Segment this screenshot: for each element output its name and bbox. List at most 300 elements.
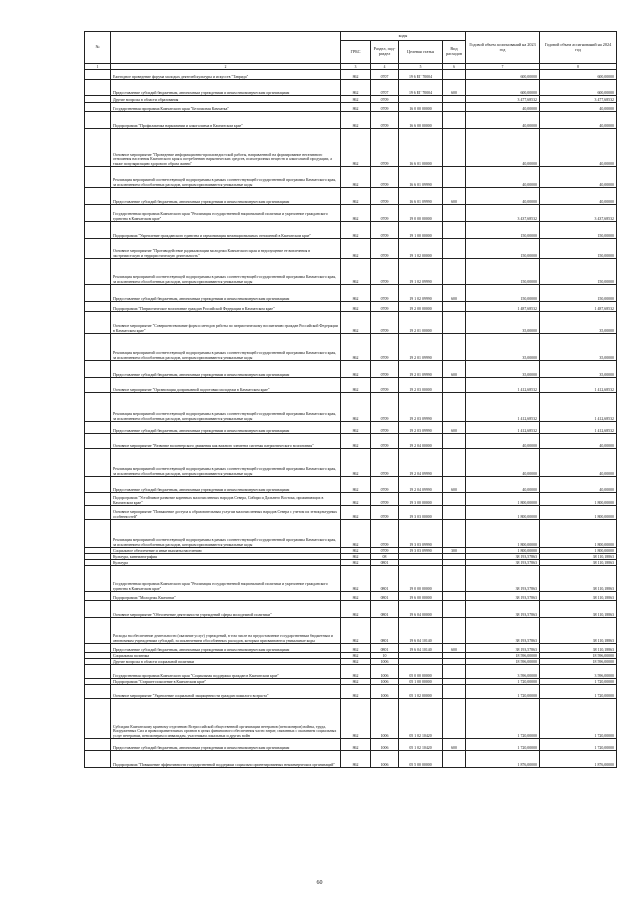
row-description: Ежегодное проведение форума молодых деятелей культуры и искусств "Таврида" (111, 70, 341, 80)
table-row (85, 601, 617, 618)
row-description: Предоставление субсидий бюджетным, автономным учреждениям и иным некоммерческим организациям (111, 422, 341, 434)
row-amount-2024: 1 412,68532 (540, 422, 617, 434)
row-number-cell (85, 259, 111, 285)
row-amount-2023: 3 477,68532 (466, 96, 540, 103)
row-description: Предоставление субсидий бюджетным, автономным учреждениям и иным некоммерческим организациям (111, 361, 341, 378)
row-amount-2024: 38 110,18863 (540, 566, 617, 592)
row-number-cell (85, 520, 111, 548)
row-description: Основное мероприятие "Совершенствование форм и методов работы по патриотическому воспитанию граждан Российской Федерации в Камчатском крае" (111, 312, 341, 334)
row-description: Реализация мероприятий соответствующей подпрограммы в рамках соответствующей государственной программы Камчатского края, за исключением обособленных расходов, которым присваиваются уникальные коды (111, 167, 341, 188)
row-description: Расходы на обеспечение деятельности (оказание услуг) учреждений, в том числе на предоставление государственным бюджетным и автономным учреждениям субсидий, за исключением обособленных расходов, которым присваиваются уникальные коды (111, 618, 341, 644)
row-section-code: 0801 (371, 560, 399, 566)
row-amount-2023: 35,00000 (466, 334, 540, 361)
row-amount-2024: 35,00000 (540, 334, 617, 361)
row-description: Социальная политика (111, 653, 341, 659)
row-description: Подпрограмма "Укрепление гражданского единства и гармонизация межнациональных отношений в Камчатском крае" (111, 222, 341, 239)
row-amount-2024: 1 800,00000 (540, 520, 617, 548)
row-target-code: 16 6 01 09990 (399, 188, 443, 205)
row-grbs-code: 862 (341, 80, 371, 96)
row-number-cell (85, 699, 111, 739)
row-grbs-code: 862 (341, 361, 371, 378)
row-section-code: 0709 (371, 506, 399, 520)
row-expense-type-code (443, 259, 466, 285)
row-amount-2023: 1 412,68532 (466, 422, 540, 434)
table-body (85, 70, 617, 768)
row-amount-2023: 1 412,68532 (466, 378, 540, 393)
row-expense-type-code (443, 205, 466, 222)
row-expense-type-code: 600 (443, 188, 466, 205)
row-grbs-code: 862 (341, 601, 371, 618)
row-expense-type-code (443, 618, 466, 644)
row-amount-2023: 3 437,68532 (466, 205, 540, 222)
row-description: Реализация мероприятий соответствующей подпрограммы в рамках соответствующей государственной программы Камчатского края, за исключением обособленных расходов, которым присваиваются уникальные коды (111, 393, 341, 422)
table-header (85, 32, 617, 70)
table-row (85, 566, 617, 592)
row-target-code: 16 6 01 00000 (399, 129, 443, 167)
row-number-cell (85, 80, 111, 96)
table-row (85, 422, 617, 434)
table-row (85, 285, 617, 302)
row-description: Основное мероприятие "Обеспечение деятельности учреждений сферы молодежной политики" (111, 601, 341, 618)
row-amount-2023: 35,00000 (466, 312, 540, 334)
row-amount-2024: 38 110,18863 (540, 644, 617, 653)
table-row (85, 644, 617, 653)
row-expense-type-code (443, 129, 466, 167)
row-section-code: 0709 (371, 520, 399, 548)
table-row (85, 378, 617, 393)
row-grbs-code: 862 (341, 378, 371, 393)
row-amount-2023: 40,00000 (466, 449, 540, 477)
row-number-cell (85, 618, 111, 644)
row-target-code: 19 6 ЕГ 70004 (399, 80, 443, 96)
row-amount-2023: 35,00000 (466, 361, 540, 378)
row-section-code: 0709 (371, 434, 399, 449)
row-expense-type-code (443, 566, 466, 592)
row-amount-2024: 18 596,00000 (540, 659, 617, 665)
row-description: Государственная программа Камчатского края "Безопасная Камчатка" (111, 103, 341, 112)
row-amount-2024: 1 720,00000 (540, 679, 617, 685)
table-row (85, 259, 617, 285)
table-row (85, 665, 617, 679)
table-row (85, 222, 617, 239)
row-target-code: 16 0 00 00000 (399, 103, 443, 112)
row-amount-2023: 1 412,68532 (466, 393, 540, 422)
row-target-code: 19 2 00 00000 (399, 302, 443, 312)
row-number-cell (85, 239, 111, 259)
row-amount-2023: 1 720,00000 (466, 685, 540, 699)
row-grbs-code: 862 (341, 434, 371, 449)
row-amount-2024: 38 110,18863 (540, 618, 617, 644)
row-amount-2023: 150,00000 (466, 222, 540, 239)
row-expense-type-code (443, 592, 466, 601)
row-description: Предоставление субсидий бюджетным, автономным учреждениям и иным некоммерческим организациям (111, 644, 341, 653)
row-amount-2023: 600,00000 (466, 80, 540, 96)
row-grbs-code: 862 (341, 422, 371, 434)
row-section-code: 0801 (371, 592, 399, 601)
row-target-code: 19 0 00 00000 (399, 566, 443, 592)
row-description: Другие вопросы в области образования (111, 96, 341, 103)
row-number-cell (85, 96, 111, 103)
row-expense-type-code (443, 685, 466, 699)
row-section-code: 0709 (371, 334, 399, 361)
header-volume-2024: Годовой объем ассигнований на 2024 год (540, 32, 617, 64)
row-target-code (399, 96, 443, 103)
table-row (85, 129, 617, 167)
row-grbs-code: 862 (341, 493, 371, 506)
row-target-code: 05 5 00 00000 (399, 751, 443, 768)
row-section-code: 0709 (371, 96, 399, 103)
row-expense-type-code (443, 520, 466, 548)
row-section-code: 0709 (371, 477, 399, 493)
row-amount-2023: 1 720,00000 (466, 679, 540, 685)
row-target-code: 19 3 03 00000 (399, 506, 443, 520)
table-row (85, 493, 617, 506)
row-section-code: 1006 (371, 679, 399, 685)
row-expense-type-code (443, 167, 466, 188)
row-amount-2023: 1 800,00000 (466, 493, 540, 506)
row-target-code: 19 2 01 09990 (399, 334, 443, 361)
row-amount-2024: 1 720,00000 (540, 699, 617, 739)
row-amount-2024: 18 596,00000 (540, 653, 617, 659)
row-amount-2024: 38 110,18863 (540, 560, 617, 566)
row-amount-2023: 38 193,57863 (466, 644, 540, 653)
row-amount-2024: 40,00000 (540, 103, 617, 112)
row-description: Государственная программа Камчатского края "Реализация государственной национальной политики и укрепление гражданского единства в Камчатском крае" (111, 205, 341, 222)
row-section-code: 10 (371, 653, 399, 659)
row-amount-2023: 38 193,57863 (466, 592, 540, 601)
row-number-cell (85, 103, 111, 112)
row-expense-type-code (443, 103, 466, 112)
row-expense-type-code: 300 (443, 548, 466, 554)
row-amount-2023: 1 800,00000 (466, 506, 540, 520)
row-expense-type-code: 600 (443, 477, 466, 493)
row-expense-type-code (443, 493, 466, 506)
row-number-cell (85, 493, 111, 506)
row-grbs-code: 862 (341, 449, 371, 477)
row-number-cell (85, 422, 111, 434)
row-description: Реализация мероприятий соответствующей подпрограммы в рамках соответствующей государственной программы Камчатского края, за исключением обособленных расходов, которым присваиваются уникальные коды (111, 334, 341, 361)
row-amount-2023: 3 596,00000 (466, 665, 540, 679)
row-target-code: 16 6 00 00000 (399, 112, 443, 129)
row-section-code: 1006 (371, 699, 399, 739)
row-description: Социальное обеспечение и иные выплаты населению (111, 548, 341, 554)
column-index: 7 (466, 64, 540, 70)
row-amount-2023: 40,00000 (466, 112, 540, 129)
header-description (111, 32, 341, 64)
row-description: Предоставление субсидий бюджетным, автономным учреждениям и иным некоммерческим организациям (111, 80, 341, 96)
row-expense-type-code (443, 239, 466, 259)
row-number-cell (85, 188, 111, 205)
row-amount-2024: 1 800,00000 (540, 493, 617, 506)
table-row (85, 434, 617, 449)
table-row (85, 188, 617, 205)
row-number-cell (85, 334, 111, 361)
row-expense-type-code (443, 449, 466, 477)
row-expense-type-code (443, 601, 466, 618)
row-amount-2023: 40,00000 (466, 477, 540, 493)
row-description: Подпрограмма "Старшее поколение в Камчатском крае" (111, 679, 341, 685)
row-grbs-code: 862 (341, 739, 371, 751)
row-amount-2024: 3 437,68532 (540, 205, 617, 222)
row-expense-type-code (443, 334, 466, 361)
row-expense-type-code: 600 (443, 644, 466, 653)
row-amount-2024: 1 800,00000 (540, 548, 617, 554)
row-section-code: 0709 (371, 188, 399, 205)
row-number-cell (85, 601, 111, 618)
row-section-code: 0707 (371, 70, 399, 80)
row-number-cell (85, 477, 111, 493)
row-grbs-code: 862 (341, 679, 371, 685)
row-number-cell (85, 129, 111, 167)
row-description: Подпрограмма "Молодежь Камчатки" (111, 592, 341, 601)
row-amount-2023: 18 596,00000 (466, 659, 540, 665)
row-target-code: 19 6 04 10140 (399, 644, 443, 653)
row-amount-2023: 150,00000 (466, 259, 540, 285)
row-amount-2023: 18 596,00000 (466, 653, 540, 659)
row-amount-2024: 40,00000 (540, 188, 617, 205)
row-number-cell (85, 449, 111, 477)
row-description: Государственная программа Камчатского края "Реализация государственной национальной политики и укрепление гражданского единства в Камчатском крае" (111, 566, 341, 592)
row-grbs-code: 862 (341, 751, 371, 768)
row-amount-2023: 1 876,00000 (466, 751, 540, 768)
row-amount-2024: 1 487,68532 (540, 302, 617, 312)
row-target-code: 19 2 03 09990 (399, 393, 443, 422)
row-expense-type-code: 600 (443, 422, 466, 434)
table-row (85, 751, 617, 768)
row-description: Подпрограмма "Повышение эффективности государственной поддержки социально ориентированных некоммерческих организаций" (111, 751, 341, 768)
row-target-code: 19 6 ЕГ 70004 (399, 70, 443, 80)
column-index: 6 (443, 64, 466, 70)
row-description: Основное мероприятие "Организация допризывной подготовки молодежи в Камчатском крае" (111, 378, 341, 393)
header-codes: коды (341, 32, 466, 41)
header-expense-type: Вид расходов (443, 41, 466, 64)
row-grbs-code: 862 (341, 285, 371, 302)
row-target-code: 19 1 00 00000 (399, 222, 443, 239)
budget-table (84, 31, 617, 768)
row-description: Культура (111, 560, 341, 566)
row-target-code: 19 2 01 00000 (399, 312, 443, 334)
row-description: Подпрограмма "Патриотическое воспитание граждан Российской Федерации в Камчатском крае" (111, 302, 341, 312)
row-number-cell (85, 378, 111, 393)
column-index: 8 (540, 64, 617, 70)
row-number-cell (85, 285, 111, 302)
row-section-code: 0709 (371, 129, 399, 167)
row-expense-type-code (443, 665, 466, 679)
row-amount-2024: 40,00000 (540, 477, 617, 493)
page-number: 60 (316, 880, 323, 886)
row-section-code: 0709 (371, 422, 399, 434)
row-description: Предоставление субсидий бюджетным, автономным учреждениям и иным некоммерческим организациям (111, 188, 341, 205)
row-expense-type-code (443, 393, 466, 422)
row-number-cell (85, 205, 111, 222)
row-amount-2023: 40,00000 (466, 434, 540, 449)
row-description: Государственная программа Камчатского края "Социальная поддержка граждан в Камчатском крае" (111, 665, 341, 679)
row-grbs-code: 862 (341, 554, 371, 560)
row-section-code: 0709 (371, 361, 399, 378)
row-section-code: 1006 (371, 685, 399, 699)
row-section-code: 0709 (371, 449, 399, 477)
row-amount-2024: 38 110,18863 (540, 601, 617, 618)
row-description: Основное мероприятие "Проведение информационно-пропагандистской работы, направленной на формирование негативного отношения населения Камчатского края к потреблению наркотических средств, психотропных веществ и алкогольной продукции, а также популяризацию здорового образа жизни" (111, 129, 341, 167)
row-section-code: 1006 (371, 659, 399, 665)
row-amount-2024: 1 800,00000 (540, 506, 617, 520)
row-grbs-code: 862 (341, 302, 371, 312)
row-section-code: 1006 (371, 739, 399, 751)
row-target-code: 05 1 02 00000 (399, 685, 443, 699)
row-section-code: 0707 (371, 80, 399, 96)
row-amount-2024: 40,00000 (540, 449, 617, 477)
row-description: Реализация мероприятий соответствующей подпрограммы в рамках соответствующей государственной программы Камчатского края, за исключением обособленных расходов, которым присваиваются уникальные коды (111, 259, 341, 285)
table-row (85, 112, 617, 129)
row-amount-2023: 1 720,00000 (466, 699, 540, 739)
table-row (85, 239, 617, 259)
row-grbs-code: 862 (341, 70, 371, 80)
row-number-cell (85, 506, 111, 520)
row-expense-type-code: 600 (443, 80, 466, 96)
row-expense-type-code: 600 (443, 739, 466, 751)
row-section-code: 0709 (371, 167, 399, 188)
header-target: Целевая статья (399, 41, 443, 64)
row-section-code: 0709 (371, 312, 399, 334)
row-number-cell (85, 665, 111, 679)
row-amount-2024: 1 876,00000 (540, 751, 617, 768)
row-amount-2023: 600,00000 (466, 70, 540, 80)
table-row (85, 302, 617, 312)
row-expense-type-code (443, 751, 466, 768)
row-number-cell (85, 685, 111, 699)
row-grbs-code: 862 (341, 653, 371, 659)
row-number-cell (85, 644, 111, 653)
row-description: Подпрограмма "Профилактика наркомании и алкоголизма в Камчатском крае" (111, 112, 341, 129)
row-section-code: 0709 (371, 302, 399, 312)
row-section-code: 0709 (371, 222, 399, 239)
row-amount-2024: 150,00000 (540, 285, 617, 302)
row-section-code: 0709 (371, 112, 399, 129)
row-expense-type-code (443, 96, 466, 103)
row-amount-2023: 38 193,57863 (466, 554, 540, 560)
row-section-code: 1006 (371, 665, 399, 679)
row-section-code: 0709 (371, 259, 399, 285)
row-section-code: 0709 (371, 103, 399, 112)
header-grbs: ГРБС (341, 41, 371, 64)
row-target-code: 19 2 04 09990 (399, 477, 443, 493)
row-target-code: 19 6 04 10140 (399, 618, 443, 644)
row-expense-type-code (443, 378, 466, 393)
row-section-code: 0801 (371, 618, 399, 644)
row-description: Подпрограмма "Устойчивое развитие коренных малочисленных народов Севера, Сибири и Дальнего Востока, проживающих в Камчатском крае" (111, 493, 341, 506)
row-grbs-code: 862 (341, 644, 371, 653)
row-description: Основное мероприятие "Противодействие радикализации молодежи Камчатского края и недопущение ее вовлечения в экстремистскую и террористическую деятельность" (111, 239, 341, 259)
table-row (85, 449, 617, 477)
table-row (85, 96, 617, 103)
row-grbs-code: 862 (341, 560, 371, 566)
table-row (85, 205, 617, 222)
row-target-code: 19 0 00 00000 (399, 205, 443, 222)
row-grbs-code: 862 (341, 205, 371, 222)
row-section-code: 0709 (371, 205, 399, 222)
row-grbs-code: 862 (341, 96, 371, 103)
row-description: Другие вопросы в области социальной политики (111, 659, 341, 665)
row-grbs-code: 862 (341, 188, 371, 205)
table-row (85, 685, 617, 699)
row-grbs-code: 862 (341, 103, 371, 112)
row-target-code: 19 3 00 00000 (399, 493, 443, 506)
row-description: Предоставление субсидий бюджетным, автономным учреждениям и иным некоммерческим организациям (111, 477, 341, 493)
row-section-code: 0709 (371, 378, 399, 393)
row-amount-2024: 1 720,00000 (540, 685, 617, 699)
column-index: 1 (85, 64, 111, 70)
row-grbs-code: 862 (341, 334, 371, 361)
row-number-cell (85, 434, 111, 449)
row-amount-2023: 1 800,00000 (466, 520, 540, 548)
row-section-code: 0709 (371, 493, 399, 506)
row-target-code: 19 1 02 09990 (399, 285, 443, 302)
row-amount-2024: 3 477,68532 (540, 96, 617, 103)
row-number-cell (85, 361, 111, 378)
row-number-cell (85, 751, 111, 768)
row-number-cell (85, 70, 111, 80)
row-grbs-code: 862 (341, 112, 371, 129)
row-amount-2023: 40,00000 (466, 129, 540, 167)
row-section-code: 0801 (371, 566, 399, 592)
row-amount-2024: 1 412,68532 (540, 378, 617, 393)
row-description: Основное мероприятие "Повышение доступа к образовательным услугам малочисленных народов Севера с учетом их этнокультурных особенностей" (111, 506, 341, 520)
row-amount-2024: 40,00000 (540, 434, 617, 449)
row-amount-2024: 38 110,18863 (540, 592, 617, 601)
header-volume-2023: Годовой объем ассигнований на 2023 год (466, 32, 540, 64)
row-expense-type-code (443, 70, 466, 80)
row-grbs-code: 862 (341, 618, 371, 644)
column-index: 3 (341, 64, 371, 70)
row-expense-type-code (443, 312, 466, 334)
table-row (85, 393, 617, 422)
row-grbs-code: 862 (341, 259, 371, 285)
row-grbs-code: 862 (341, 566, 371, 592)
row-target-code: 19 6 00 00000 (399, 592, 443, 601)
table-row (85, 477, 617, 493)
row-description: Предоставление субсидий бюджетным, автономным учреждениям и иным некоммерческим организациям (111, 285, 341, 302)
table-row (85, 80, 617, 96)
row-description: Основное мероприятие "Развитие волонтерского движения как важного элемента системы патриотического воспитания" (111, 434, 341, 449)
row-expense-type-code (443, 699, 466, 739)
row-amount-2023: 40,00000 (466, 103, 540, 112)
row-target-code: 19 6 04 00000 (399, 601, 443, 618)
row-amount-2023: 1 720,00000 (466, 739, 540, 751)
row-amount-2024: 38 110,18863 (540, 554, 617, 560)
table-row (85, 739, 617, 751)
row-number-cell (85, 167, 111, 188)
header-number: № (85, 32, 111, 64)
header-section: Раздел, под-раздел (371, 41, 399, 64)
row-target-code: 19 2 04 00000 (399, 434, 443, 449)
row-expense-type-code: 600 (443, 361, 466, 378)
row-section-code: 0709 (371, 548, 399, 554)
row-target-code: 19 1 02 00000 (399, 239, 443, 259)
row-number-cell (85, 302, 111, 312)
row-target-code: 19 3 03 09990 (399, 548, 443, 554)
row-number-cell (85, 222, 111, 239)
table-row (85, 592, 617, 601)
row-amount-2023: 150,00000 (466, 285, 540, 302)
row-description: Предоставление субсидий бюджетным, автономным учреждениям и иным некоммерческим организациям (111, 739, 341, 751)
row-amount-2024: 1 412,68532 (540, 393, 617, 422)
table-row (85, 70, 617, 80)
row-amount-2023: 40,00000 (466, 188, 540, 205)
row-grbs-code: 862 (341, 129, 371, 167)
row-amount-2023: 38 193,57863 (466, 601, 540, 618)
table-row (85, 361, 617, 378)
row-amount-2023: 1 800,00000 (466, 548, 540, 554)
